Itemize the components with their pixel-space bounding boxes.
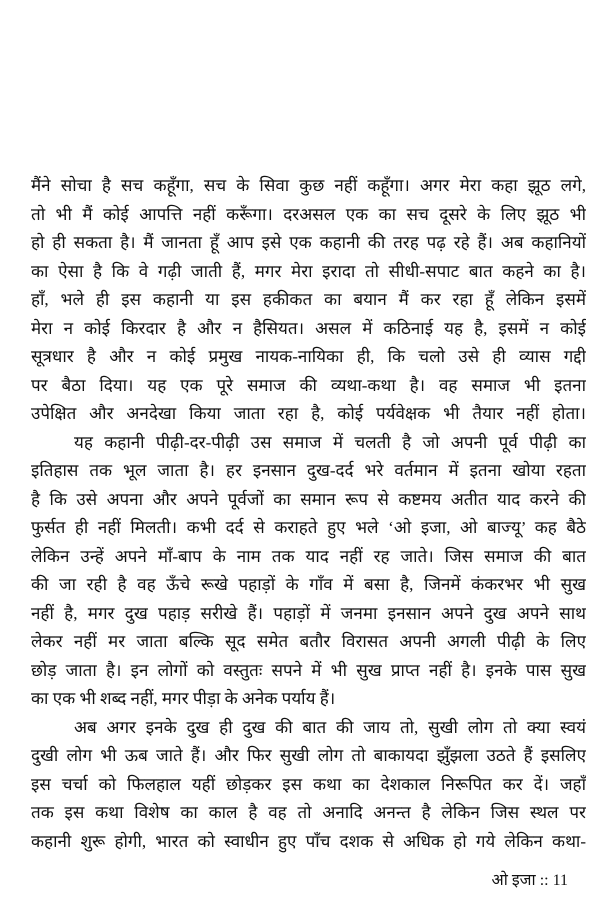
- text-line: उपेक्षित और अनदेखा किया जाता रहा है, कोई पर्यवेक्षक भी तैयार नहीं होता।: [31, 404, 586, 423]
- text-line: की जा रही है वह ऊँचे रूखे पहाड़ों के गाँव में बसा है, जिनमें कंकरभर भी सुख: [31, 575, 586, 594]
- text-line: का ऐसा है कि वे गढ़ी जाती हैं, मगर मेरा इरादा तो सीधी-सपाट बात कहने का है।: [31, 261, 586, 281]
- text-line: अब अगर इनके दुख ही दुख की बात की जाय तो, सुखी लोग तो क्या स्वयं: [74, 717, 586, 737]
- page-body: [31, 172, 586, 856]
- text-line: तक इस कथा विशेष का काल है वह तो अनादि अनन्त है लेकिन जिस स्थल पर: [31, 803, 586, 822]
- text-line: मेरा न कोई किरदार है और न हैसियत। असल में कठिनाई यह है, इसमें न कोई: [31, 318, 586, 338]
- text-line: कहानी शुरू होगी, भारत को स्वाधीन हुए पाँच दशक से अधिक हो गये लेकिन कथा-: [31, 831, 586, 851]
- text-line: दुखी लोग भी ऊब जाते हैं। और फिर सुखी लोग तो बाकायदा झुँझला उठते हैं इसलिए: [31, 746, 586, 765]
- text-line: इतिहास तक भूल जाता है। हर इनसान दुख-दर्द भरे वर्तमान में इतना खोया रहता: [31, 461, 586, 480]
- text-line: लेकर नहीं मर जाता बल्कि सूद समेत बतौर विरासत अपनी अगली पीढ़ी के लिए: [31, 632, 586, 651]
- text-line: फुर्सत ही नहीं मिलती। कभी दर्द से कराहते हुए भले ‘ओ इजा, ओ बाज्यू’ कह बैठे: [31, 518, 586, 537]
- text-line: तो भी मैं कोई आपत्ति नहीं करूँगा। दरअसल एक का सच दूसरे के लिए झूठ भी: [31, 204, 586, 224]
- text-line: मैंने सोचा है सच कहूँगा, सच के सिवा कुछ नहीं कहूँगा। अगर मेरा कहा झूठ लगे,: [31, 176, 586, 195]
- text-line: लेकिन उन्हें अपने माँ-बाप के नाम तक याद नहीं रह जाते। जिस समाज की बात: [31, 546, 586, 566]
- text-line: हाँ, भले ही इस कहानी या इस हकीकत का बयान मैं कर रहा हूँ लेकिन इसमें: [31, 290, 586, 309]
- text-line: छोड़ जाता है। इन लोगों को वस्तुतः सपने में भी सुख प्राप्त नहीं है। इनके पास सुख: [31, 660, 586, 680]
- text-line: इस चर्चा को फिलहाल यहीं छोड़कर इस कथा का देशकाल निरूपित कर दें। जहाँ: [31, 774, 586, 794]
- text-line: का एक भी शब्द नहीं, मगर पीड़ा के अनेक पर्याय हैं।: [31, 689, 336, 708]
- text-line: हो ही सकता है। मैं जानता हूँ आप इसे एक कहानी की तरह पढ़ रहे हैं। अब कहानियों: [31, 233, 586, 252]
- text-line: पर बैठा दिया। यह एक पूरे समाज की व्यथा-कथा है। वह समाज भी इतना: [31, 375, 586, 395]
- text-line: नहीं है, मगर दुख पहाड़ सरीखे हैं। पहाड़ों में जनमा इनसान अपने दुख अपने साथ: [31, 603, 586, 623]
- text-line: यह कहानी पीढ़ी-दर-पीढ़ी उस समाज में चलती है जो अपनी पूर्व पीढ़ी का: [74, 432, 586, 452]
- text-line: सूत्रधार है और न कोई प्रमुख नायक-नायिका ही, कि चलो उसे ही व्यास गद्दी: [31, 347, 586, 366]
- text-line: है कि उसे अपना और अपने पूर्वजों का समान रूप से कष्टमय अतीत याद करने की: [31, 489, 586, 509]
- page-footer-running-title: ओ इजा :: 11: [491, 872, 568, 889]
